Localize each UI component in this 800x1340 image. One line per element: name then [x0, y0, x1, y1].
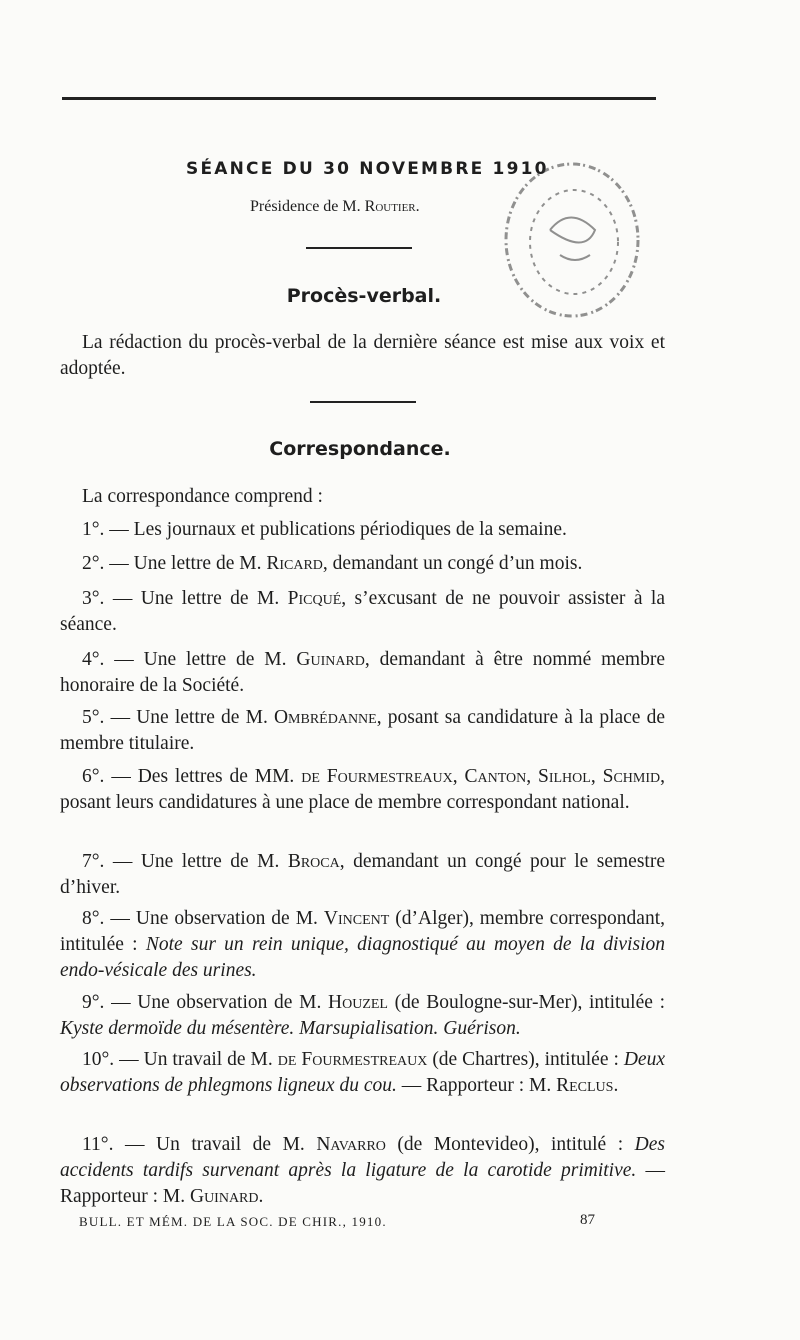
work-title: Note sur un rein unique, diagnostiqué au moyen de la division endo-vésicale des urines. [60, 934, 665, 981]
person-name: Ricard [266, 553, 323, 574]
work-title: Deux observations de phlegmons ligneux du cou. [60, 1049, 665, 1096]
item-text: 6°. — Des lettres de MM. [82, 766, 302, 787]
correspondance-item [60, 764, 665, 816]
correspondance-item [60, 705, 665, 757]
item-text: (de Montevideo), intitulé : [385, 1134, 635, 1155]
correspondance-heading: Correspondance. [269, 438, 451, 460]
top-rule [62, 97, 656, 100]
person-name: de Fourmestreaux [277, 1049, 428, 1070]
item-text: (d’Alger), membre correspondant, intitulée : [60, 908, 665, 955]
person-name: Guinard [296, 649, 365, 670]
item-text: (de Boulogne-sur-Mer), intitulée : [387, 992, 665, 1013]
person-name: Vincent [323, 908, 390, 929]
item-text: (de Chartres), intitulée : [427, 1049, 624, 1070]
item-text: 8°. — Une observation de M. [82, 908, 324, 929]
item-text: , s’excusant de ne pouvoir assister à la séance. [60, 588, 665, 635]
person-name: Navarro [316, 1134, 386, 1155]
item-text: 2°. — Une lettre de M. [82, 553, 267, 574]
item-text: 3°. — Une lettre de M. [82, 588, 288, 609]
person-name: Silhol [538, 766, 591, 787]
item-text: . [613, 1075, 619, 1096]
person-name: Ombrédanne [273, 707, 377, 728]
correspondance-item [60, 1047, 665, 1099]
item-text: , posant sa candidature à la place de membre titulaire. [60, 707, 665, 754]
proces-verbal-text: La rédaction du procès-verbal de la dernière séance est mise aux voix et adoptée. [60, 332, 665, 379]
correspondance-item [60, 1132, 665, 1210]
item-text: 7°. — Une lettre de M. [82, 851, 288, 872]
correspondance-item [60, 990, 665, 1042]
person-name: Houzel [328, 992, 388, 1013]
correspondance-item [60, 906, 665, 984]
item-text: , [526, 766, 538, 787]
seance-title: SÉANCE DU 30 NOVEMBRE 1910 [186, 159, 549, 179]
page-number: 87 [580, 1212, 595, 1228]
person-name: de Fourmestreaux [301, 766, 453, 787]
item-text: , [590, 766, 603, 787]
section-rule [306, 247, 412, 249]
correspondance-item [60, 647, 665, 699]
presidence-line [250, 198, 420, 216]
item-text: . [258, 1186, 264, 1207]
correspondance-item [60, 551, 665, 577]
library-seal-icon [490, 150, 650, 330]
person-name: Guinard [189, 1186, 259, 1207]
item-text: 10°. — Un travail de M. [82, 1049, 278, 1070]
item-text: , demandant à être nommé membre honoraire de la Société. [60, 649, 665, 696]
work-title: Kyste dermoïde du mésentère. Marsupialisation. Guérison. [60, 1018, 521, 1039]
work-title: Des accidents tardifs survenant après la ligature de la carotide primitive. [60, 1134, 665, 1181]
item-text: , posant leurs candidatures à une place de membre correspondant national. [60, 766, 665, 813]
person-name: Reclus [556, 1075, 614, 1096]
person-name: Schmid [602, 766, 661, 787]
person-name: Canton [464, 766, 527, 787]
president-name: Routier. [364, 198, 420, 215]
item-text: 5°. — Une lettre de M. [82, 707, 274, 728]
item-text: 1°. — Les journaux et publications périodiques de la semaine. [82, 519, 567, 540]
item-text: , demandant un congé pour le semestre d’hiver. [60, 851, 665, 898]
item-text: 4°. — Une lettre de M. [82, 649, 297, 670]
correspondance-intro: La correspondance comprend : [82, 486, 323, 507]
item-text: 9°. — Une observation de M. [82, 992, 329, 1013]
person-name: Broca [287, 851, 340, 872]
correspondance-item [60, 849, 665, 901]
journal-footer: BULL. ET MÉM. DE LA SOC. DE CHIR., 1910. [79, 1214, 387, 1229]
item-text: 11°. — Un travail de M. [82, 1134, 317, 1155]
person-name: Picqué [287, 588, 342, 609]
item-text: , demandant un congé d’un mois. [322, 553, 583, 574]
section-rule [310, 401, 416, 403]
proces-verbal-heading: Procès-verbal. [286, 285, 442, 307]
correspondance-item [60, 586, 665, 638]
item-text: , [452, 766, 465, 787]
correspondance-item [60, 517, 665, 543]
item-text: — Rapporteur : M. [396, 1075, 557, 1096]
presidence-prefix: Présidence de M. [250, 198, 365, 215]
item-text: — Rapporteur : M. [60, 1160, 666, 1207]
